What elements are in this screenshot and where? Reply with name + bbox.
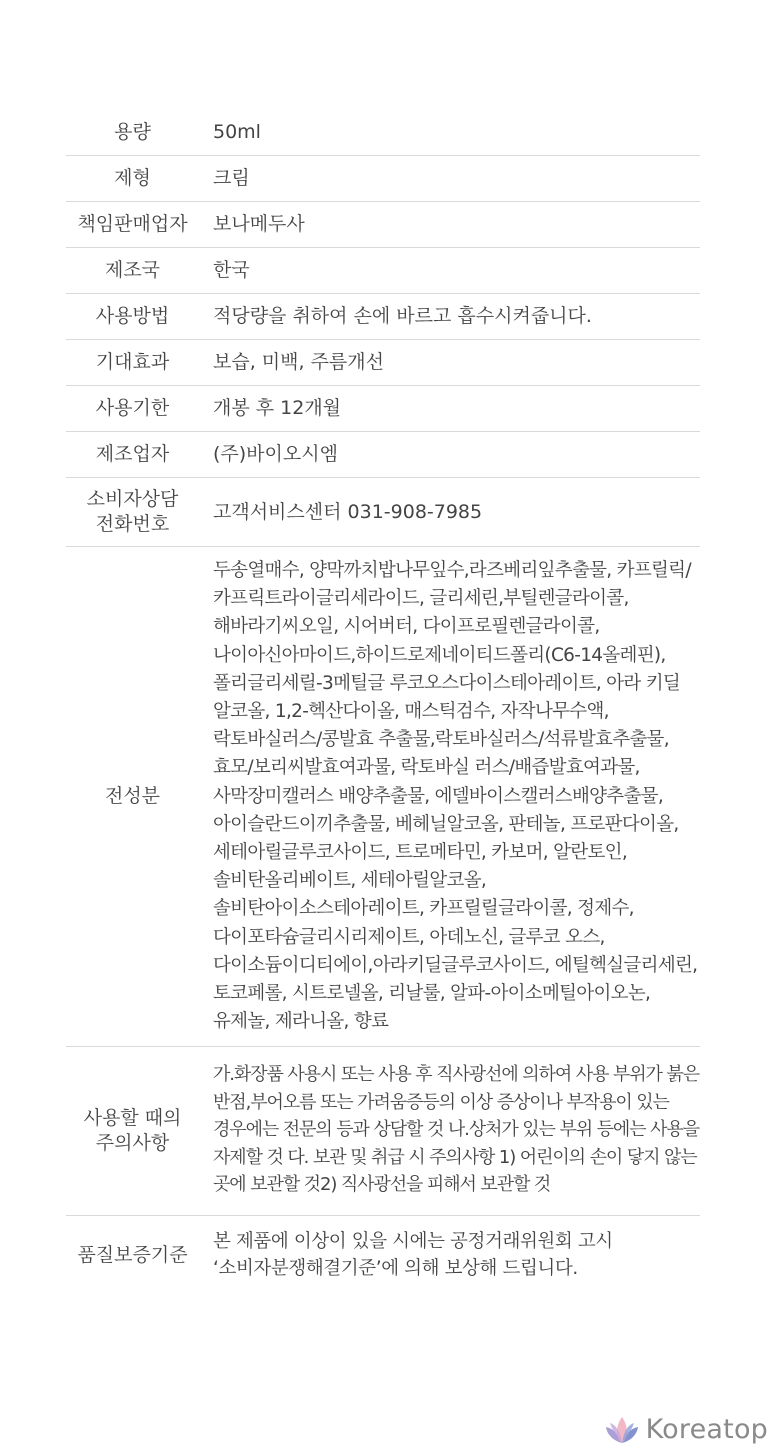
spec-label-line: 전화번호 [95, 513, 170, 535]
spec-label: 제조국 [66, 248, 199, 294]
spec-value: 크림 [199, 156, 700, 202]
spec-value: 보나메두사 [199, 202, 700, 248]
spec-row-volume [66, 110, 700, 156]
spec-label: 제조업자 [66, 432, 199, 478]
brand-name: Koreatop [645, 1414, 768, 1445]
spec-value: (주)바이오시엠 [199, 432, 700, 478]
spec-label: 품질보증기준 [77, 1243, 188, 1266]
spec-value: 보습, 미백, 주름개선 [199, 340, 700, 386]
spec-label: 기대효과 [66, 340, 199, 386]
spec-row-usage [66, 294, 700, 340]
spec-row-country [66, 248, 700, 294]
spec-row-formulation [66, 156, 700, 202]
spec-row-guarantee [66, 1215, 700, 1295]
spec-row-effects [66, 340, 700, 386]
spec-value: 한국 [199, 248, 700, 294]
spec-label: 사용기한 [66, 386, 199, 432]
lotus-icon [604, 1415, 640, 1445]
koreatop-watermark [604, 1414, 768, 1445]
spec-label: 사용방법 [66, 294, 199, 340]
spec-label: 용량 [66, 110, 199, 156]
spec-label: 전성분 [66, 547, 199, 1047]
spec-value: 50ml [199, 110, 700, 156]
spec-value: 적당량을 취하여 손에 바르고 흡수시켜줍니다. [199, 294, 700, 340]
spec-label-line: 소비자상담 [86, 488, 179, 510]
spec-label: 제형 [66, 156, 199, 202]
guarantee-text: 본 제품에 이상이 있을 시에는 공정거래위원회 고시 ‘소비자분쟁해결기준’에 의해 보상해 드립니다. [213, 1230, 613, 1280]
spec-label [66, 1047, 199, 1216]
spec-row-ingredients [66, 547, 700, 1047]
spec-label-line: 주의사항 [95, 1132, 170, 1155]
product-spec-table [66, 110, 700, 1295]
spec-row-contact [66, 478, 700, 547]
spec-row-seller [66, 202, 700, 248]
spec-row-manufacturer [66, 432, 700, 478]
spec-value: 개봉 후 12개월 [199, 386, 700, 432]
ingredients-list: 두송열매수, 양막까치밥나무잎수,라즈베리잎추출물, 카프릴릭/카프릭트라이글리세라이드, 글리세린,부틸렌글라이콜, 해바라기씨오일, 시어버터, 다이프로필렌글라이콜,나이아신아마이드,하이드로제네이티드폴리(C6-14올레핀), 폴리글리세릴-3메틸글 루코오스다이스테아레이트, 아라 키딜 알코올, 1,2-헥산다이올, 매스틱검수, 자작나무수액, 락토바실러스/콩발효 추출물,락토바실러스/석류발효추출물,효모/보리씨발효여과물, 락토바실 러스/배즙발효여과물,사막장미캘러스 배양추출물, 에델바이스캘러스배양추출물, 아이슬란드이끼추출물, 베헤닐알코올, 판테놀, 프로판다이올,세테아릴글루코사이드, 트로메타민, 카보머, 알란토인, 솔비탄올리베이트, 세테아릴알코올, 솔비탄아이소스테아레이트, 카프릴릴글라이콜, 정제수, 다이포타슘글리시리제이트, 아데노신, 글루코 오스, 다이소듐이디티에이,아라키딜글루코사이드, 에틸헥실글리세린, 토코페롤, 시트로넬올, 리날룰, 알파-아이소메틸아이오논, 유제놀, 제라니올, 향료 [199, 547, 700, 1047]
spec-label-line: 사용할 때의 [83, 1107, 182, 1130]
caution-text: 가.화장품 사용시 또는 사용 후 직사광선에 의하여 사용 부위가 붉은 반점,부어오름 또는 가려움증등의 이상 증상이나 부작용이 있는 경우에는 전문의 등과 상담할 것 나.상처가 있는 부위 등에는 사용을 자제할 것 다. 보관 및 취급 시 주의사항 1) 어린이의 손이 닿지 않는 곳에 보관할 것2) 직사광선을 피해서 보관할 것 [199, 1047, 700, 1216]
spec-row-expiry [66, 386, 700, 432]
spec-label [66, 478, 199, 547]
spec-value: 고객서비스센터 031-908-7985 [199, 478, 700, 547]
spec-row-caution [66, 1047, 700, 1216]
spec-label: 책임판매업자 [66, 202, 199, 248]
